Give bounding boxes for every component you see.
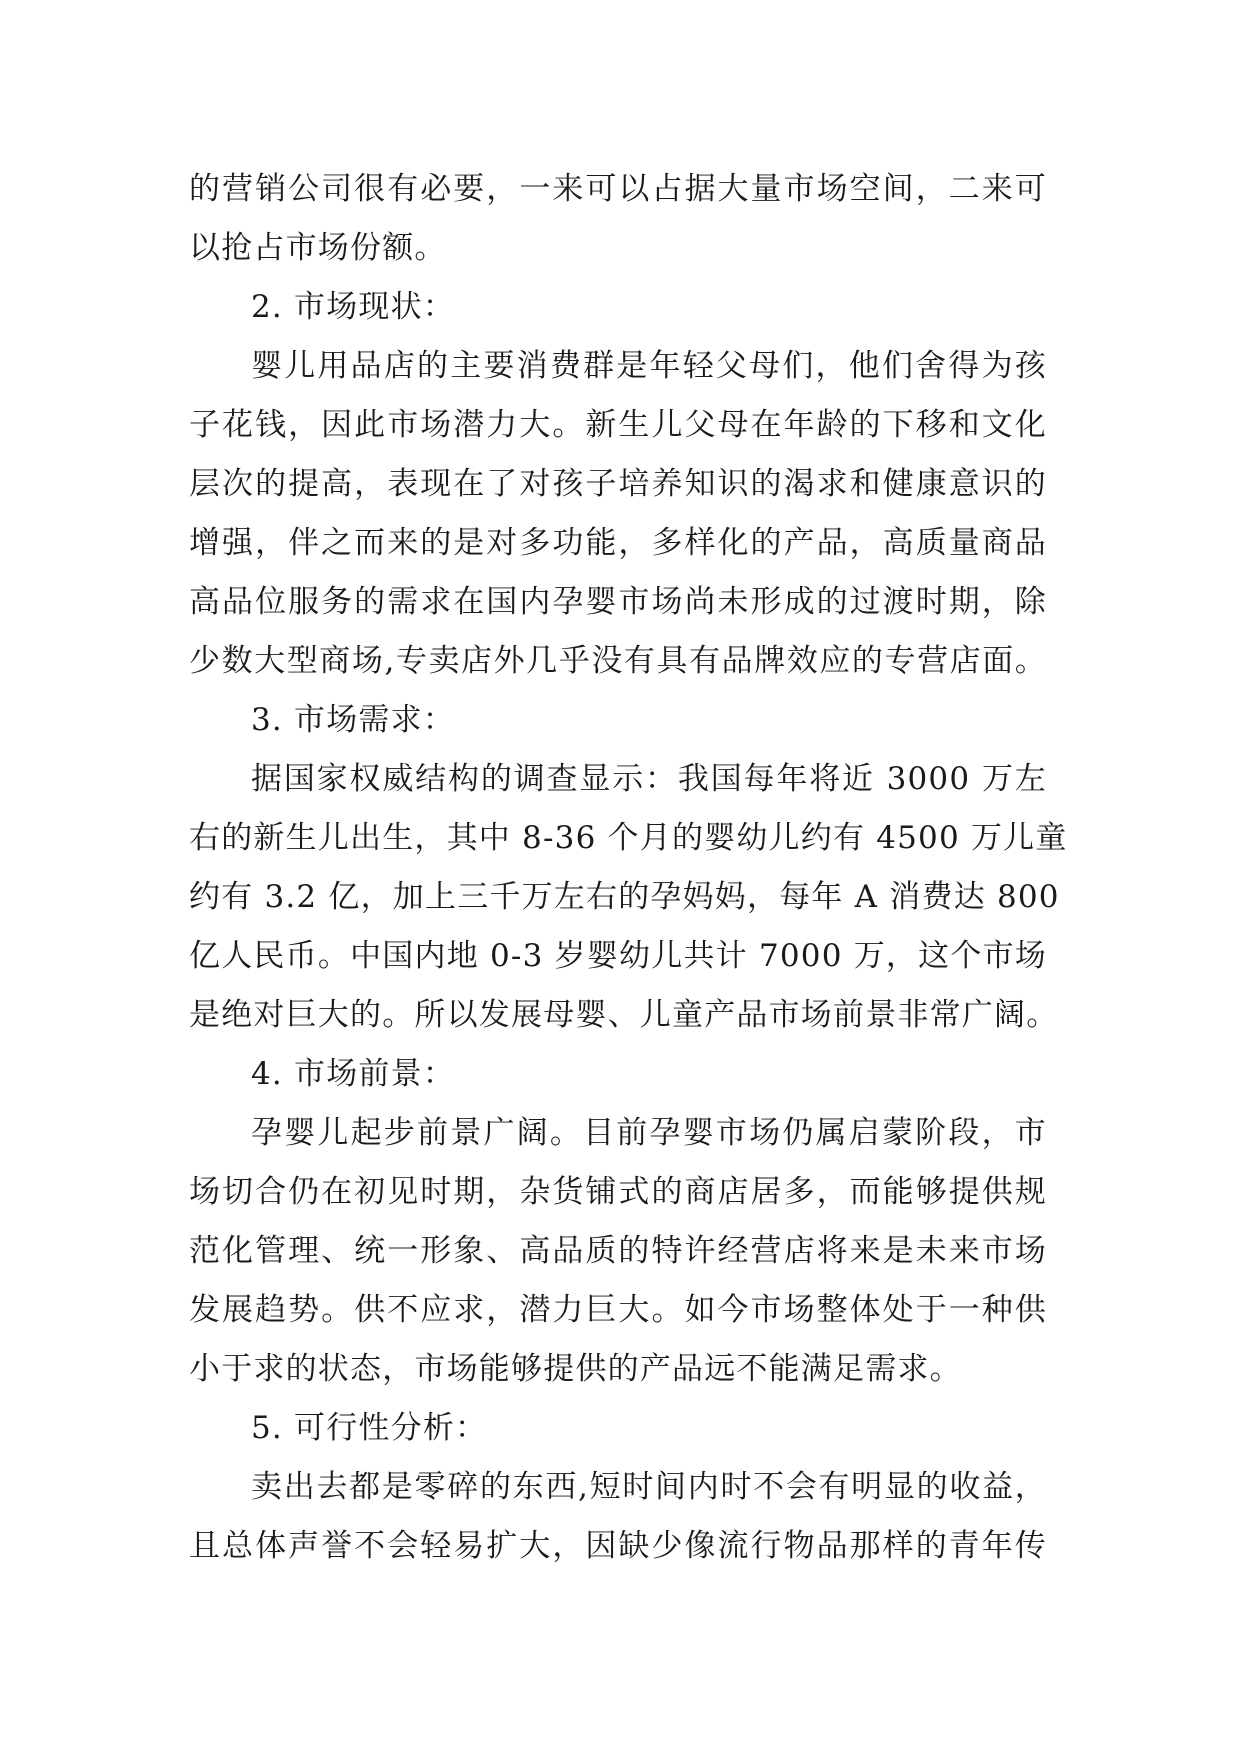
body-line: 是绝对巨大的。所以发展母婴、儿童产品市场前景非常广阔。 — [189, 997, 1059, 1033]
body-line: 的营销公司很有必要，一来可以占据大量市场空间，二来可 — [189, 171, 1047, 207]
body-line: 范化管理、统一形象、高品质的特许经营店将来是未来市场 — [189, 1233, 1047, 1269]
body-line: 约有 3.2 亿，加上三千万左右的孕妈妈，每年 A 消费达 800 — [189, 879, 1060, 915]
body-line: 增强，伴之而来的是对多功能，多样化的产品，高质量商品 — [189, 525, 1047, 561]
body-line: 以抢占市场份额。 — [189, 230, 447, 266]
body-line: 层次的提高，表现在了对孩子培养知识的渴求和健康意识的 — [189, 466, 1047, 502]
body-line: 小于求的状态，市场能够提供的产品远不能满足需求。 — [189, 1351, 962, 1387]
body-line: 场切合仍在初见时期，杂货铺式的商店居多，而能够提供规 — [189, 1174, 1047, 1210]
body-line: 子花钱，因此市场潜力大。新生儿父母在年龄的下移和文化 — [189, 407, 1047, 443]
body-line: 右的新生儿出生，其中 8-36 个月的婴幼儿约有 4500 万儿童 — [189, 820, 1068, 856]
section-heading-market-outlook: 4. 市场前景： — [251, 1056, 456, 1092]
section-heading-market-status: 2. 市场现状： — [251, 289, 456, 325]
body-line: 少数大型商场,专卖店外几乎没有具有品牌效应的专营店面。 — [189, 643, 1047, 679]
body-line: 高品位服务的需求在国内孕婴市场尚未形成的过渡时期，除 — [189, 584, 1047, 620]
body-line: 发展趋势。供不应求，潜力巨大。如今市场整体处于一种供 — [189, 1292, 1047, 1328]
document-body — [189, 160, 1068, 1576]
body-line: 婴儿用品店的主要消费群是年轻父母们，他们舍得为孩 — [251, 348, 1047, 384]
body-line: 卖出去都是零碎的东西,短时间内时不会有明显的收益， — [251, 1469, 1047, 1505]
body-line: 据国家权威结构的调查显示：我国每年将近 3000 万左 — [251, 761, 1047, 797]
section-heading-feasibility: 5. 可行性分析： — [251, 1410, 488, 1446]
body-line: 亿人民币。中国内地 0-3 岁婴幼儿共计 7000 万，这个市场 — [189, 938, 1047, 974]
body-line: 孕婴儿起步前景广阔。目前孕婴市场仍属启蒙阶段，市 — [251, 1115, 1047, 1151]
body-line: 且总体声誉不会轻易扩大，因缺少像流行物品那样的青年传 — [189, 1528, 1047, 1564]
section-heading-market-demand: 3. 市场需求： — [251, 702, 456, 738]
